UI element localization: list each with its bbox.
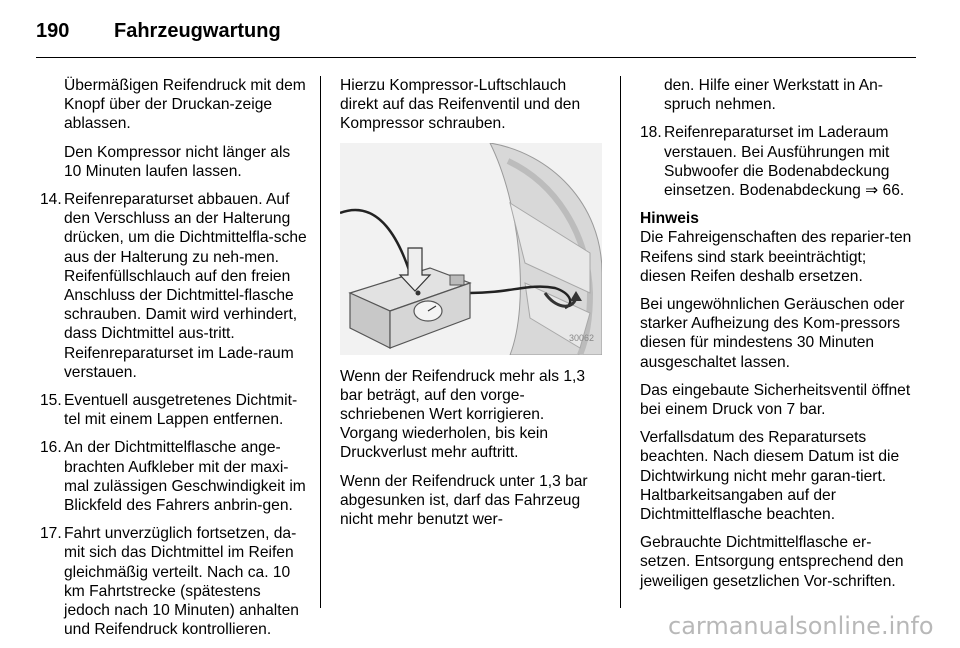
- list-number: 16.: [40, 439, 62, 457]
- list-number: 14.: [40, 191, 62, 209]
- list-item-15: [40, 391, 308, 429]
- note-paragraph: Verfallsdatum des Reparatursets beachten. Nach diesem Datum ist die Dichtwirkung nicht mehr garan-tiert. Haltbarkeitsangaben auf der Dichtmittelflasche beachten.: [640, 429, 900, 524]
- figure-number: 30062: [568, 333, 594, 344]
- note-heading: Hinweis: [640, 210, 699, 228]
- paragraph: den. Hilfe einer Werkstatt in An-spruch nehmen.: [664, 77, 883, 114]
- column-divider-2: [620, 76, 621, 608]
- list-text: Reifenreparaturset abbauen. Auf den Verschluss an der Halterung drücken, um die Dichtmittelfla-sche aus der Halterung zu neh-men. Reifenfüllschlauch auf den freien Anschluss der Dichtmittel-flasche schrauben. Damit wird verhindert, dass Dichtmittel aus-tritt. Reifenreparaturset im Lade-raum verstauen.: [64, 191, 307, 381]
- column-1: [40, 76, 308, 648]
- page-number: 190: [36, 20, 70, 42]
- note-paragraph: Bei ungewöhnlichen Geräuschen oder starker Aufheizung des Kom-pressors diesen für mindestens 30 Minuten ausgeschaltet lassen.: [640, 296, 905, 371]
- paragraph: Den Kompressor nicht länger als 10 Minuten laufen lassen.: [64, 143, 291, 180]
- list-text: Fahrt unverzüglich fortsetzen, da-mit sich das Dichtmittel im Reifen gleichmäßig verteilt. Nach ca. 10 km Fahrtstrecke (spätestens jedoch nach 10 Minuten) anhalten und Reifendruck kontrollieren.: [64, 525, 299, 639]
- paragraph: Wenn der Reifendruck mehr als 1,3 bar beträgt, auf den vorge-schriebenen Wert korrigieren. Vorgang wiederholen, bis kein Druckverlust mehr auftritt.: [340, 367, 585, 462]
- column-3: [640, 76, 915, 600]
- note-paragraph: Gebrauchte Dichtmittelflasche er-setzen. Entsorgung entsprechend den jeweiligen gesetzlichen Vor-schriften.: [640, 534, 904, 590]
- list-item-16: [40, 438, 308, 515]
- page-header: [36, 16, 916, 56]
- note-paragraph: Das eingebaute Sicherheitsventil öffnet bei einem Druck von 7 bar.: [640, 381, 911, 419]
- header-divider: [36, 57, 916, 58]
- paragraph: Hierzu Kompressor-Luftschlauch direkt auf das Reifenventil und den Kompressor schrauben.: [340, 77, 581, 133]
- list-text: Eventuell ausgetretenes Dichtmit-tel mit einem Lappen entfernen.: [64, 392, 298, 429]
- watermark: carmanualsonline.info: [668, 612, 934, 640]
- list-item-18: [640, 123, 915, 200]
- list-item-17: [40, 524, 308, 639]
- note-paragraph: Die Fahreigenschaften des reparier-ten Reifens sind stark beeinträchtigt; diesen Reifen deshalb ersetzen.: [640, 229, 912, 285]
- list-text: Reifenreparaturset im Laderaum verstauen. Bei Ausführungen mit Subwoofer die Bodenabdeckung einsetzen. Bodenabdeckung ⇒ 66.: [664, 124, 905, 200]
- list-number: 17.: [40, 525, 62, 543]
- paragraph: Übermäßigen Reifendruck mit dem Knopf über der Druckan-zeige ablassen.: [64, 77, 306, 133]
- list-item-14: [40, 190, 308, 382]
- compressor-illustration: [340, 143, 602, 355]
- page-title: Fahrzeugwartung: [114, 20, 281, 42]
- column-divider-1: [320, 76, 321, 608]
- list-number: 15.: [40, 392, 62, 410]
- paragraph: Wenn der Reifendruck unter 1,3 bar abgesunken ist, darf das Fahrzeug nicht mehr benutzt wer-: [340, 472, 588, 529]
- compressor-tire-drawing: [340, 143, 602, 355]
- list-text: An der Dichtmittelflasche ange-brachten Aufkleber mit der maxi-mal zulässigen Geschwindigkeit im Blickfeld des Fahrers anbrin-gen.: [64, 439, 306, 515]
- column-2: [340, 76, 605, 538]
- list-number: 18.: [640, 124, 662, 142]
